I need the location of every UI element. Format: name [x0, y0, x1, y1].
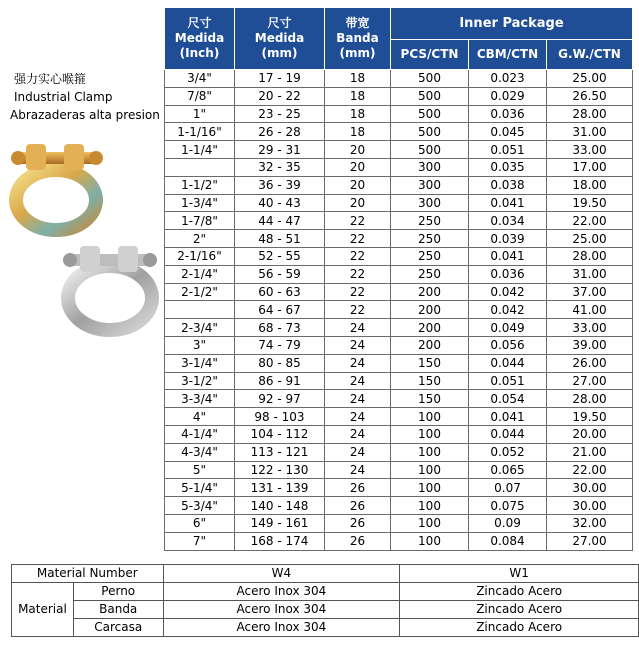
table-row — [165, 141, 633, 159]
size-mm-cell: 98 - 103 — [235, 408, 325, 426]
col-size-inch-header — [165, 8, 235, 70]
size-inch-cell: 3-3/4" — [165, 390, 235, 408]
cbm-cell: 0.044 — [469, 425, 547, 443]
material-part: Perno — [73, 583, 163, 601]
table-row — [165, 123, 633, 141]
header-range-unit: (mm) — [261, 46, 298, 60]
table-row — [165, 514, 633, 532]
size-mm-cell: 92 - 97 — [235, 390, 325, 408]
pcs-cell: 250 — [391, 230, 469, 248]
cbm-cell: 0.038 — [469, 176, 547, 194]
pcs-cell: 200 — [391, 336, 469, 354]
size-mm-cell: 149 - 161 — [235, 514, 325, 532]
header-band-unit: (mm) — [339, 46, 376, 60]
silver-hose-clamp-photo — [56, 240, 160, 340]
size-inch-cell: 5-3/4" — [165, 497, 235, 515]
size-mm-cell: 168 - 174 — [235, 532, 325, 550]
band-cell: 24 — [325, 319, 391, 337]
cbm-cell: 0.07 — [469, 479, 547, 497]
pcs-cell: 500 — [391, 70, 469, 88]
size-inch-cell: 3-1/2" — [165, 372, 235, 390]
band-cell: 24 — [325, 425, 391, 443]
size-mm-cell: 44 - 47 — [235, 212, 325, 230]
size-inch-cell: 2-3/4" — [165, 319, 235, 337]
gw-cell: 33.00 — [547, 319, 633, 337]
pcs-cell: 250 — [391, 212, 469, 230]
table-row — [165, 87, 633, 105]
size-mm-cell: 32 - 35 — [235, 158, 325, 176]
size-mm-cell: 74 - 79 — [235, 336, 325, 354]
table-row — [165, 443, 633, 461]
gw-cell: 19.50 — [547, 194, 633, 212]
size-inch-cell: 4-3/4" — [165, 443, 235, 461]
material-w4-value: Acero Inox 304 — [163, 619, 400, 637]
table-row — [165, 354, 633, 372]
table-row — [165, 247, 633, 265]
size-mm-cell: 64 - 67 — [235, 301, 325, 319]
table-row — [165, 319, 633, 337]
table-row — [165, 336, 633, 354]
gw-cell: 25.00 — [547, 230, 633, 248]
gw-cell: 41.00 — [547, 301, 633, 319]
size-inch-cell: 2-1/2" — [165, 283, 235, 301]
size-mm-cell: 113 - 121 — [235, 443, 325, 461]
pcs-cell: 300 — [391, 194, 469, 212]
size-inch-cell: 1-3/4" — [165, 194, 235, 212]
material-part: Carcasa — [73, 619, 163, 637]
pcs-cell: 200 — [391, 319, 469, 337]
pcs-cell: 150 — [391, 354, 469, 372]
pcs-cell: 500 — [391, 87, 469, 105]
size-mm-cell: 29 - 31 — [235, 141, 325, 159]
pcs-cell: 200 — [391, 283, 469, 301]
table-row — [165, 301, 633, 319]
size-inch-cell: 4" — [165, 408, 235, 426]
product-name-zh: 强力实心喉箍 — [14, 72, 87, 86]
size-mm-cell: 40 - 43 — [235, 194, 325, 212]
header-size-unit: (Inch) — [179, 46, 220, 60]
gw-cell: 28.00 — [547, 247, 633, 265]
gw-cell: 31.00 — [547, 123, 633, 141]
size-mm-cell: 17 - 19 — [235, 70, 325, 88]
product-name-es: Abrazaderas alta presion — [10, 108, 160, 122]
band-cell: 22 — [325, 230, 391, 248]
cbm-cell: 0.051 — [469, 372, 547, 390]
band-cell: 26 — [325, 514, 391, 532]
cbm-cell: 0.036 — [469, 105, 547, 123]
band-cell: 22 — [325, 283, 391, 301]
gold-hose-clamp-photo — [6, 138, 110, 238]
band-cell: 20 — [325, 176, 391, 194]
gw-cell: 20.00 — [547, 425, 633, 443]
material-part: Banda — [73, 601, 163, 619]
size-mm-cell: 80 - 85 — [235, 354, 325, 372]
header-band-es: Banda — [336, 31, 379, 45]
gw-cell: 17.00 — [547, 158, 633, 176]
gw-cell: 22.00 — [547, 212, 633, 230]
material-w1-value: Zincado Acero — [400, 583, 639, 601]
size-mm-cell: 20 - 22 — [235, 87, 325, 105]
cbm-cell: 0.044 — [469, 354, 547, 372]
gw-cell: 32.00 — [547, 514, 633, 532]
table-row — [165, 194, 633, 212]
size-mm-cell: 86 - 91 — [235, 372, 325, 390]
band-cell: 20 — [325, 194, 391, 212]
inner-package-header: Inner Package — [391, 8, 633, 40]
gw-cell: 26.50 — [547, 87, 633, 105]
gw-cell: 28.00 — [547, 105, 633, 123]
gw-cell: 33.00 — [547, 141, 633, 159]
pcs-cell: 500 — [391, 141, 469, 159]
cbm-cell: 0.045 — [469, 123, 547, 141]
gw-cell: 26.00 — [547, 354, 633, 372]
table-row — [165, 70, 633, 88]
gw-cell: 22.00 — [547, 461, 633, 479]
gw-cell: 27.00 — [547, 372, 633, 390]
pcs-cell: 150 — [391, 390, 469, 408]
table-row — [165, 105, 633, 123]
pcs-cell: 100 — [391, 514, 469, 532]
pcs-cell: 100 — [391, 479, 469, 497]
gw-cell: 31.00 — [547, 265, 633, 283]
gw-cell: 30.00 — [547, 497, 633, 515]
size-mm-cell: 48 - 51 — [235, 230, 325, 248]
band-cell: 24 — [325, 390, 391, 408]
size-mm-cell: 104 - 112 — [235, 425, 325, 443]
header-range-zh: 尺寸 — [267, 16, 292, 30]
pcs-cell: 150 — [391, 372, 469, 390]
pcs-cell: 300 — [391, 158, 469, 176]
band-cell: 26 — [325, 479, 391, 497]
pcs-cell: 100 — [391, 532, 469, 550]
band-cell: 24 — [325, 336, 391, 354]
cbm-cell: 0.036 — [469, 265, 547, 283]
band-cell: 24 — [325, 354, 391, 372]
band-cell: 22 — [325, 265, 391, 283]
band-cell: 24 — [325, 443, 391, 461]
cbm-cell: 0.075 — [469, 497, 547, 515]
size-inch-cell: 3" — [165, 336, 235, 354]
header-range-es: Medida — [254, 31, 305, 45]
product-label — [10, 70, 160, 124]
size-mm-cell: 122 - 130 — [235, 461, 325, 479]
header-band-zh: 带宽 — [345, 16, 370, 30]
material-group-label: Material — [12, 583, 74, 637]
cbm-cell: 0.051 — [469, 141, 547, 159]
gw-cell: 30.00 — [547, 479, 633, 497]
pcs-cell: 100 — [391, 408, 469, 426]
size-inch-cell: 1-7/8" — [165, 212, 235, 230]
band-cell: 18 — [325, 70, 391, 88]
gw-cell: 21.00 — [547, 443, 633, 461]
cbm-cell: 0.041 — [469, 194, 547, 212]
table-row — [165, 532, 633, 550]
cbm-cell: 0.035 — [469, 158, 547, 176]
cbm-cell: 0.042 — [469, 283, 547, 301]
table-row — [165, 479, 633, 497]
table-row — [165, 283, 633, 301]
size-mm-cell: 60 - 63 — [235, 283, 325, 301]
size-inch-cell: 1-1/4" — [165, 141, 235, 159]
cbm-cell: 0.049 — [469, 319, 547, 337]
material-number-label: Material Number — [12, 565, 164, 583]
table-row — [165, 212, 633, 230]
band-cell: 20 — [325, 158, 391, 176]
band-cell: 18 — [325, 105, 391, 123]
cbm-cell: 0.039 — [469, 230, 547, 248]
material-w1-header: W1 — [400, 565, 639, 583]
band-cell: 22 — [325, 247, 391, 265]
size-inch-cell — [165, 301, 235, 319]
gw-cell: 25.00 — [547, 70, 633, 88]
header-size-es: Medida — [174, 31, 225, 45]
size-inch-cell: 4-1/4" — [165, 425, 235, 443]
gw-cell: 39.00 — [547, 336, 633, 354]
band-cell: 20 — [325, 141, 391, 159]
gw-cell: 28.00 — [547, 390, 633, 408]
size-mm-cell: 56 - 59 — [235, 265, 325, 283]
table-row — [165, 158, 633, 176]
table-row — [165, 372, 633, 390]
band-cell: 24 — [325, 372, 391, 390]
material-w4-header: W4 — [163, 565, 400, 583]
size-inch-cell: 5" — [165, 461, 235, 479]
table-row — [165, 408, 633, 426]
spec-table — [164, 7, 633, 551]
cbm-cell: 0.042 — [469, 301, 547, 319]
size-inch-cell: 7" — [165, 532, 235, 550]
col-gw-header: G.W./CTN — [547, 40, 633, 70]
material-w4-value: Acero Inox 304 — [163, 601, 400, 619]
col-size-mm-header — [235, 8, 325, 70]
size-inch-cell: 2-1/16" — [165, 247, 235, 265]
band-cell: 22 — [325, 212, 391, 230]
cbm-cell: 0.034 — [469, 212, 547, 230]
material-w1-value: Zincado Acero — [400, 619, 639, 637]
size-inch-cell: 2" — [165, 230, 235, 248]
band-cell: 24 — [325, 408, 391, 426]
table-row — [165, 425, 633, 443]
band-cell: 18 — [325, 87, 391, 105]
material-table — [11, 564, 639, 637]
pcs-cell: 500 — [391, 105, 469, 123]
pcs-cell: 100 — [391, 425, 469, 443]
pcs-cell: 100 — [391, 443, 469, 461]
col-pcs-header: PCS/CTN — [391, 40, 469, 70]
size-inch-cell: 2-1/4" — [165, 265, 235, 283]
size-mm-cell: 140 - 148 — [235, 497, 325, 515]
cbm-cell: 0.023 — [469, 70, 547, 88]
material-w1-value: Zincado Acero — [400, 601, 639, 619]
cbm-cell: 0.054 — [469, 390, 547, 408]
pcs-cell: 200 — [391, 301, 469, 319]
size-mm-cell: 23 - 25 — [235, 105, 325, 123]
size-inch-cell: 3/4" — [165, 70, 235, 88]
size-inch-cell: 1-1/16" — [165, 123, 235, 141]
table-row — [165, 461, 633, 479]
gw-cell: 37.00 — [547, 283, 633, 301]
band-cell: 22 — [325, 301, 391, 319]
size-inch-cell: 1" — [165, 105, 235, 123]
table-row — [165, 497, 633, 515]
pcs-cell: 100 — [391, 461, 469, 479]
gw-cell: 27.00 — [547, 532, 633, 550]
pcs-cell: 500 — [391, 123, 469, 141]
material-w4-value: Acero Inox 304 — [163, 583, 400, 601]
band-cell: 24 — [325, 461, 391, 479]
col-cbm-header: CBM/CTN — [469, 40, 547, 70]
band-cell: 26 — [325, 532, 391, 550]
table-row — [165, 176, 633, 194]
table-row — [165, 390, 633, 408]
gw-cell: 19.50 — [547, 408, 633, 426]
col-band-header — [325, 8, 391, 70]
pcs-cell: 250 — [391, 247, 469, 265]
cbm-cell: 0.084 — [469, 532, 547, 550]
band-cell: 18 — [325, 123, 391, 141]
header-size-zh: 尺寸 — [187, 16, 212, 30]
cbm-cell: 0.041 — [469, 247, 547, 265]
cbm-cell: 0.056 — [469, 336, 547, 354]
size-inch-cell: 5-1/4" — [165, 479, 235, 497]
cbm-cell: 0.041 — [469, 408, 547, 426]
pcs-cell: 300 — [391, 176, 469, 194]
cbm-cell: 0.052 — [469, 443, 547, 461]
size-mm-cell: 68 - 73 — [235, 319, 325, 337]
size-mm-cell: 36 - 39 — [235, 176, 325, 194]
size-inch-cell: 3-1/4" — [165, 354, 235, 372]
band-cell: 26 — [325, 497, 391, 515]
gw-cell: 18.00 — [547, 176, 633, 194]
size-mm-cell: 52 - 55 — [235, 247, 325, 265]
table-row — [165, 265, 633, 283]
size-inch-cell: 6" — [165, 514, 235, 532]
size-mm-cell: 26 - 28 — [235, 123, 325, 141]
product-name-en: Industrial Clamp — [14, 90, 113, 104]
size-mm-cell: 131 - 139 — [235, 479, 325, 497]
cbm-cell: 0.065 — [469, 461, 547, 479]
cbm-cell: 0.09 — [469, 514, 547, 532]
size-inch-cell: 7/8" — [165, 87, 235, 105]
pcs-cell: 100 — [391, 497, 469, 515]
table-row — [165, 230, 633, 248]
size-inch-cell: 1-1/2" — [165, 176, 235, 194]
pcs-cell: 250 — [391, 265, 469, 283]
cbm-cell: 0.029 — [469, 87, 547, 105]
size-inch-cell — [165, 158, 235, 176]
